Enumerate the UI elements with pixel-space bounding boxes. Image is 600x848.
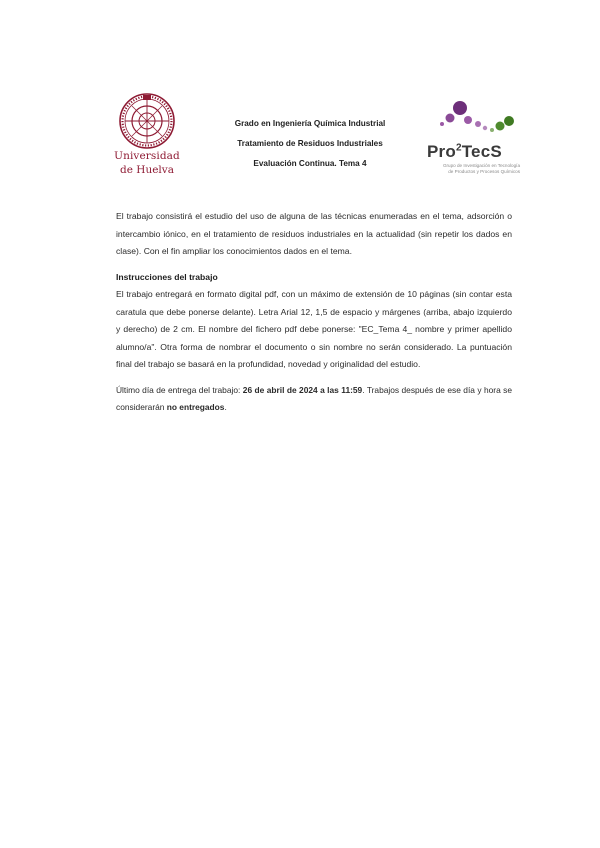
not-submitted-emphasis: no entregados bbox=[166, 402, 225, 412]
university-seal-icon bbox=[118, 92, 176, 150]
deadline-date: 26 de abril de 2024 a las 11:59 bbox=[242, 384, 363, 395]
evaluation-title: Evaluación Continua. Tema 4 bbox=[253, 159, 367, 168]
research-group-logo bbox=[420, 98, 520, 180]
university-name-line1: Universidad bbox=[114, 150, 180, 162]
course-title: Tratamiento de Residuos Industriales bbox=[237, 139, 383, 148]
deadline-paragraph: Último día de entrega del trabajo: 26 de abril de 2024 a las 11:59. Trabajos después de ese día y hora se considerarán no entregados. bbox=[116, 384, 513, 412]
document-body bbox=[116, 208, 512, 417]
research-group-subtitle: Grupo de Investigación en Tecnología de Productos y Procesos Químicos bbox=[442, 163, 520, 174]
molecule-dots-icon bbox=[420, 98, 520, 138]
instructions-paragraph: El trabajo entregará en formato digital pdf, con un máximo de extensión de 10 páginas (sin contar esta caratula que debe ponerse delante). Letra Arial 12, 1,5 de espacio y márgenes (arriba, abajo izquierdo y derecho) de 2 cm. El nombre del fichero pdf debe ponerse: "EC_Tema 4_ nombre y primer apellido alumno/a". Otra forma de nombrar el documento o sin nombre no serán considerado. La puntuación final del trabajo se basará en la profundidad, novedad y originalidad del estudio. bbox=[116, 289, 512, 369]
degree-title: Grado en Ingeniería Química Industrial bbox=[234, 119, 386, 128]
instructions-heading: Instrucciones del trabajo bbox=[116, 271, 218, 282]
university-name-line2: de Huelva bbox=[120, 164, 174, 176]
research-group-name: Pro$^2$TecS bbox=[427, 142, 502, 161]
document-header bbox=[210, 114, 410, 174]
intro-paragraph: El trabajo consistirá el estudio del uso de alguna de las técnicas enumeradas en el tema, adsorción o intercambio iónico, en el tratamiento de residuos industriales en la actualidad (sin repetir los dados en clase). Con el fin ampliar los conocimientos dados en el tema. bbox=[116, 211, 512, 256]
university-logo bbox=[112, 92, 182, 182]
